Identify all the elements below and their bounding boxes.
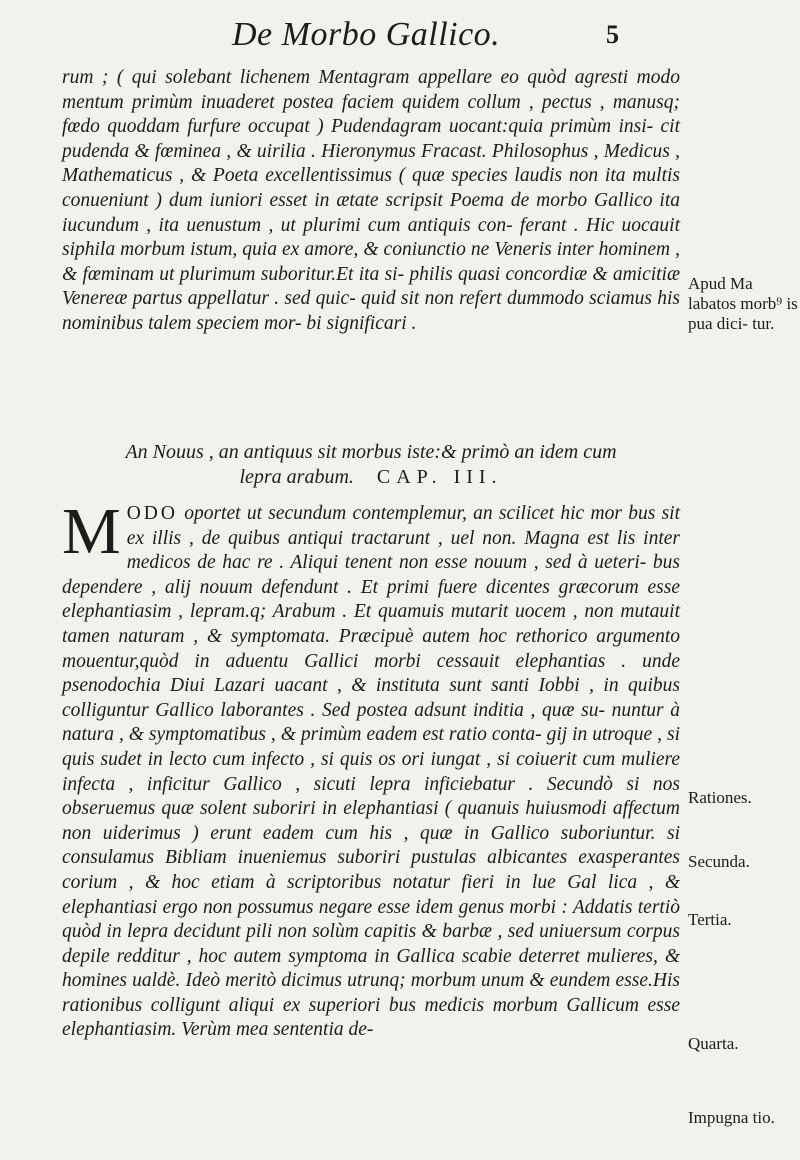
- chapter-heading: [62, 440, 680, 490]
- margin-note-quarta: Quarta.: [688, 1034, 739, 1053]
- margin-note-tertia: Tertia.: [688, 910, 732, 929]
- paragraph-1: rum ; ( qui solebant lichenem Mentagram appellare eo quòd agresti modo mentum primùm inuaderet postea faciem quidem collum , pectus , manusq; fœdo quoddam furfure occupat ) Pudendagram uocant:quia primùm insi- cit pudenda & fœminea , & uirilia . Hieronymus Fracast. Philosophus , Medicus , Mathematicus , & Poeta excellentissimus ( quæ species laudis non ita multis conueniunt ) dum iuniori esset in ætate scripsit Poema de morbo Gallico ita iucundum , ita uenustum , ut plurimi cum antiquis con- ferant . Hic uocauit siphila morbum istum, quia ex amore, & coniunctio ne Veneris inter hominem , & fœminam ut plurimum suboritur.Et ita si- philis quasi concordiæ & amicitiæ Venereæ partus appellatur . sed quic- quid sit non refert dummodo sciamus his nominibus talem speciem mor- bi significari .: [62, 67, 680, 334]
- margin-note-rationes: Rationes.: [688, 788, 752, 807]
- drop-cap: M: [62, 495, 121, 568]
- lead-small-caps: ODO: [126, 503, 178, 524]
- running-head: [0, 16, 800, 60]
- margin-note-impugnatio: Impugna tio.: [688, 1108, 775, 1127]
- chapter-heading-line-2: [62, 465, 680, 490]
- paragraph-2-text: oportet ut secundum contemplemur, an scilicet hic mor bus sit ex illis , de quibus antiqui tractarunt , uel non. Magna est lis inter medicos de hac re . Aliqui tenent non esse nouum , sed à ueteri- bus dependere , alij nouum defendunt . Et primi fuere dicentes græcorum esse elephantiasim , lepram.q; Arabum . Et quamuis mutarit uocem , non mutauit tamen naturam , & symptomata. Præcipuè autem hoc rethorico argumento mouentur,quòd in aduentu Gallici morbi cessauit elephantias . unde psenodochia Diui Lazari uacant , & instituta sunt santi Iobbi , in quibus colliguntur Gallico laborantes . Sed postea adsunt inditia , quæ su- nuntur à natura , & symptomatibus , & primùm eadem est ratio conta- gij in utroque , si quis sudet in lecto cum infecto , si quis os ori iungat , si coiuerit cum muliere infecta , inficitur Gallico , sicuti lepra inficiebatur . Secundò si nos obseruemus quæ solent suboriri in elephantiasi ( quanuis huiusmodi affectum non uiderimus ) erunt eadem cum his , quæ in Gallico suboriuntur. si consulamus Bibliam inueniemus suboriri pustulas albicantes exasperantes corium , & hoc etiam à scriptoribus notatur fieri in lue Gal lica , & elephantiasi ergo non possumus negare esse idem genus morbi : Addatis tertiò quòd in lepra decidunt pili non solùm capitis & barbæ , sed uniuersum corpus depile redditur , hoc autem symptoma in Gallica scabie deterret mulieres, & homines ualdè. Ideò meritò dicimus utrunq; morbum unum & eundem esse.His rationibus colligunt aliqui ex superiori bus medicis morbum Gallicum esse elephantiasim. Verùm mea sententia de-: [62, 503, 680, 1041]
- paragraph-2: [62, 495, 680, 1043]
- page-number: 5: [606, 20, 619, 49]
- chapter-label: CAP. III.: [376, 466, 503, 488]
- chapter-heading-line-1: An Nouus , an antiquus sit morbus iste:& primò an idem cum: [125, 441, 617, 463]
- running-title: De Morbo Gallico.: [232, 16, 501, 53]
- margin-note-secunda: Secunda.: [688, 852, 750, 871]
- chapter-heading-text: lepra arabum.: [239, 466, 354, 488]
- margin-note-apud: Apud Ma labatos morb⁹ is pua dici- tur.: [688, 274, 798, 333]
